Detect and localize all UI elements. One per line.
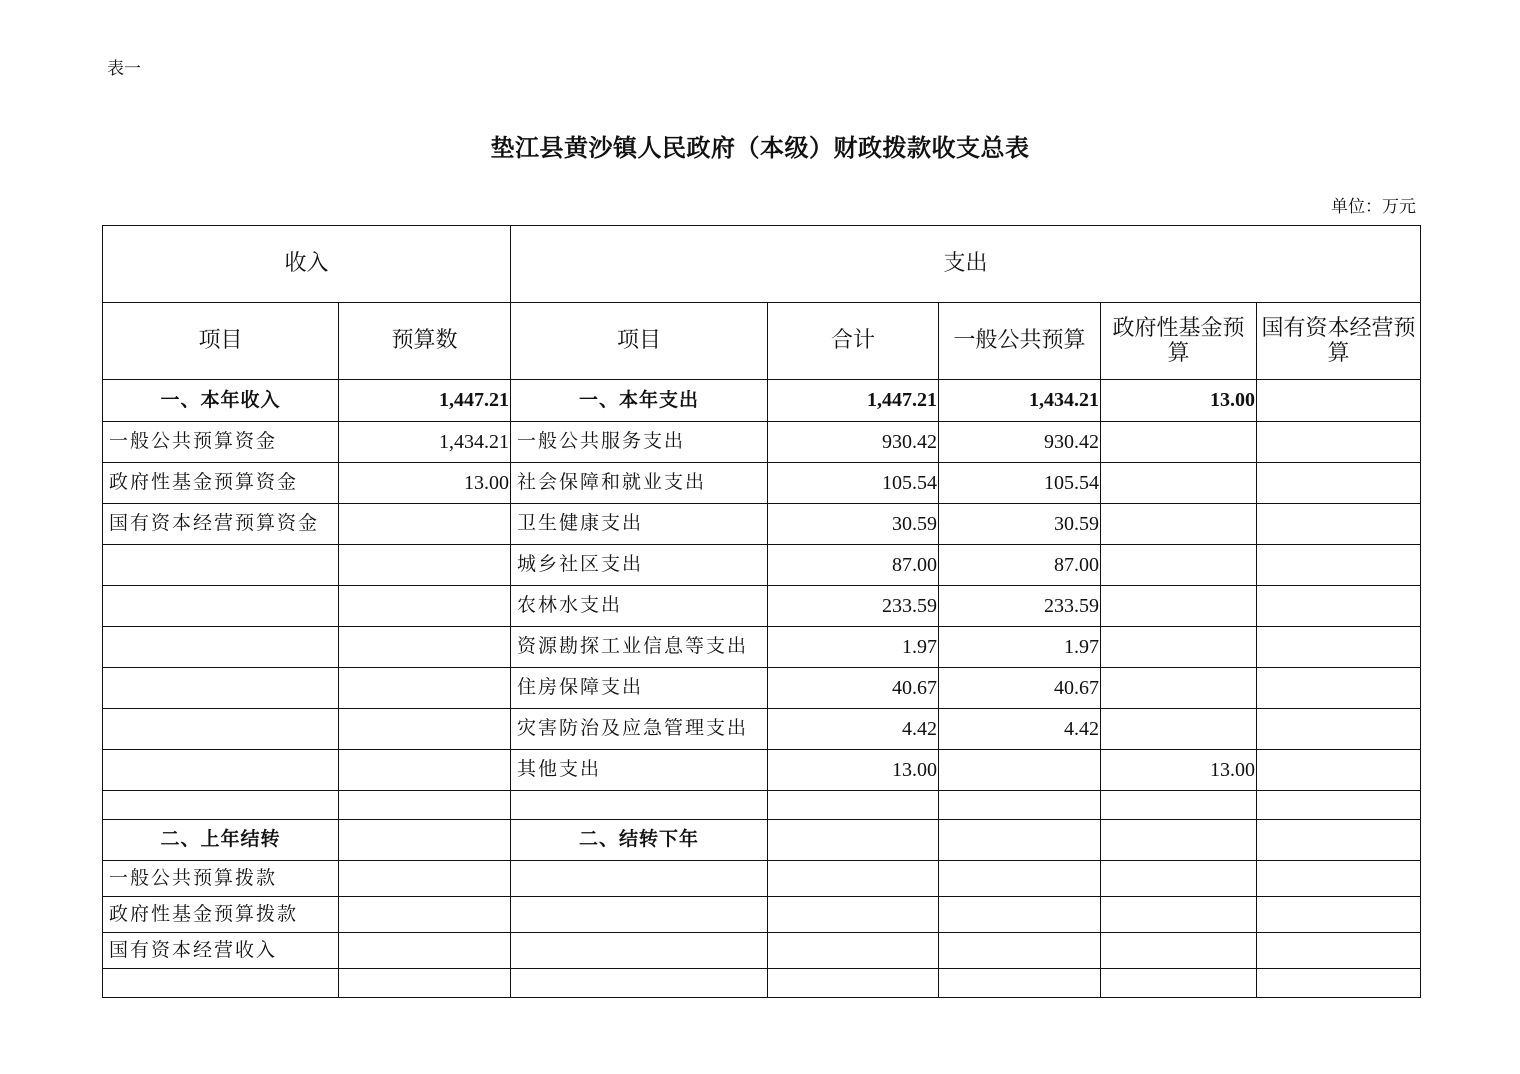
carryover-section-row <box>103 820 1421 861</box>
income-item <box>103 709 339 750</box>
expense-fund <box>1101 504 1257 545</box>
expense-capital <box>1257 586 1421 627</box>
empty-cell <box>339 897 511 933</box>
expense-general: 30.59 <box>939 504 1101 545</box>
expense-general: 233.59 <box>939 586 1101 627</box>
income-item <box>103 750 339 791</box>
empty-cell <box>939 897 1101 933</box>
empty-row <box>103 969 1421 998</box>
unit-label: 单位：万元 <box>1331 197 1416 217</box>
expense-item: 其他支出 <box>511 750 768 791</box>
expense-capital <box>1257 463 1421 504</box>
expense-capital <box>1257 627 1421 668</box>
empty-cell <box>339 969 511 998</box>
income-item <box>103 545 339 586</box>
empty-cell <box>768 820 939 861</box>
col-fund-budget: 政府性基金预算 <box>1101 303 1257 380</box>
expense-capital <box>1257 545 1421 586</box>
income-value: 13.00 <box>339 463 511 504</box>
income-item: 一般公共预算资金 <box>103 422 339 463</box>
table-row <box>103 627 1421 668</box>
income-value <box>339 504 511 545</box>
expense-general: 930.42 <box>939 422 1101 463</box>
expense-general: 4.42 <box>939 709 1101 750</box>
summary-capital <box>1257 380 1421 422</box>
carryover-item: 政府性基金预算拨款 <box>103 897 339 933</box>
expense-header: 支出 <box>511 226 1421 303</box>
expense-total: 87.00 <box>768 545 939 586</box>
empty-cell <box>768 791 939 820</box>
empty-cell <box>1257 897 1421 933</box>
empty-cell <box>939 791 1101 820</box>
empty-cell <box>1257 969 1421 998</box>
expense-capital <box>1257 668 1421 709</box>
summary-total: 1,447.21 <box>768 380 939 422</box>
income-item <box>103 627 339 668</box>
income-item: 国有资本经营预算资金 <box>103 504 339 545</box>
expense-item: 一般公共服务支出 <box>511 422 768 463</box>
income-value <box>339 545 511 586</box>
table-row <box>103 933 1421 969</box>
col-total: 合计 <box>768 303 939 380</box>
col-expense-item: 项目 <box>511 303 768 380</box>
income-value <box>339 750 511 791</box>
expense-fund <box>1101 709 1257 750</box>
expense-fund <box>1101 545 1257 586</box>
summary-row <box>103 380 1421 422</box>
expense-general: 87.00 <box>939 545 1101 586</box>
summary-fund: 13.00 <box>1101 380 1257 422</box>
empty-cell <box>1257 861 1421 897</box>
empty-row <box>103 791 1421 820</box>
income-value <box>339 586 511 627</box>
expense-total: 4.42 <box>768 709 939 750</box>
income-value: 1,434.21 <box>339 422 511 463</box>
expense-item: 农林水支出 <box>511 586 768 627</box>
empty-cell <box>1101 897 1257 933</box>
empty-cell <box>339 933 511 969</box>
carryover-income-label: 二、上年结转 <box>103 820 339 861</box>
empty-cell <box>1101 969 1257 998</box>
empty-cell <box>1101 861 1257 897</box>
empty-cell <box>939 969 1101 998</box>
expense-total: 105.54 <box>768 463 939 504</box>
empty-cell <box>339 861 511 897</box>
header-row-group <box>103 226 1421 303</box>
table-row <box>103 463 1421 504</box>
income-summary-label: 一、本年收入 <box>103 380 339 422</box>
expense-item: 卫生健康支出 <box>511 504 768 545</box>
col-income-item: 项目 <box>103 303 339 380</box>
expense-capital <box>1257 750 1421 791</box>
expense-general: 105.54 <box>939 463 1101 504</box>
expense-capital <box>1257 422 1421 463</box>
summary-general: 1,434.21 <box>939 380 1101 422</box>
empty-cell <box>1101 820 1257 861</box>
empty-cell <box>511 897 768 933</box>
income-summary-value: 1,447.21 <box>339 380 511 422</box>
table-row <box>103 545 1421 586</box>
empty-cell <box>511 791 768 820</box>
empty-cell <box>768 933 939 969</box>
empty-cell <box>1101 933 1257 969</box>
expense-item: 资源勘探工业信息等支出 <box>511 627 768 668</box>
expense-general: 1.97 <box>939 627 1101 668</box>
expense-total: 40.67 <box>768 668 939 709</box>
expense-item: 灾害防治及应急管理支出 <box>511 709 768 750</box>
col-general-budget: 一般公共预算 <box>939 303 1101 380</box>
empty-cell <box>939 861 1101 897</box>
page-title: 垫江县黄沙镇人民政府（本级）财政拨款收支总表 <box>490 133 1030 162</box>
expense-fund <box>1101 668 1257 709</box>
table-row <box>103 709 1421 750</box>
expense-total: 30.59 <box>768 504 939 545</box>
income-header: 收入 <box>103 226 511 303</box>
empty-cell <box>511 969 768 998</box>
expense-general <box>939 750 1101 791</box>
income-item: 政府性基金预算资金 <box>103 463 339 504</box>
table-row <box>103 861 1421 897</box>
empty-cell <box>339 791 511 820</box>
expense-item: 住房保障支出 <box>511 668 768 709</box>
expense-total: 930.42 <box>768 422 939 463</box>
empty-cell <box>1257 933 1421 969</box>
expense-item: 社会保障和就业支出 <box>511 463 768 504</box>
empty-cell <box>768 897 939 933</box>
expense-fund <box>1101 627 1257 668</box>
empty-cell <box>511 861 768 897</box>
empty-cell <box>1101 791 1257 820</box>
income-value <box>339 668 511 709</box>
table-row <box>103 668 1421 709</box>
expense-total: 13.00 <box>768 750 939 791</box>
empty-cell <box>103 969 339 998</box>
empty-cell <box>939 820 1101 861</box>
empty-cell <box>511 933 768 969</box>
empty-cell <box>768 861 939 897</box>
empty-cell <box>339 820 511 861</box>
expense-item: 城乡社区支出 <box>511 545 768 586</box>
income-value <box>339 627 511 668</box>
header-row-columns <box>103 303 1421 380</box>
expense-total: 233.59 <box>768 586 939 627</box>
income-item <box>103 586 339 627</box>
expense-fund <box>1101 463 1257 504</box>
col-capital-budget: 国有资本经营预算 <box>1257 303 1421 380</box>
table-number: 表一 <box>107 59 141 79</box>
carryover-expense-label: 二、结转下年 <box>511 820 768 861</box>
col-budget-amount: 预算数 <box>339 303 511 380</box>
expense-fund: 13.00 <box>1101 750 1257 791</box>
expense-capital <box>1257 709 1421 750</box>
table-row <box>103 586 1421 627</box>
carryover-item: 一般公共预算拨款 <box>103 861 339 897</box>
expense-total: 1.97 <box>768 627 939 668</box>
table-row <box>103 750 1421 791</box>
table-row <box>103 897 1421 933</box>
expense-capital <box>1257 504 1421 545</box>
empty-cell <box>103 791 339 820</box>
carryover-item: 国有资本经营收入 <box>103 933 339 969</box>
empty-cell <box>768 969 939 998</box>
table-row <box>103 504 1421 545</box>
expense-general: 40.67 <box>939 668 1101 709</box>
expense-summary-label: 一、本年支出 <box>511 380 768 422</box>
expense-fund <box>1101 586 1257 627</box>
empty-cell <box>1257 791 1421 820</box>
expense-fund <box>1101 422 1257 463</box>
budget-summary-table <box>102 225 1421 998</box>
income-item <box>103 668 339 709</box>
empty-cell <box>1257 820 1421 861</box>
empty-cell <box>939 933 1101 969</box>
income-value <box>339 709 511 750</box>
table-row <box>103 422 1421 463</box>
